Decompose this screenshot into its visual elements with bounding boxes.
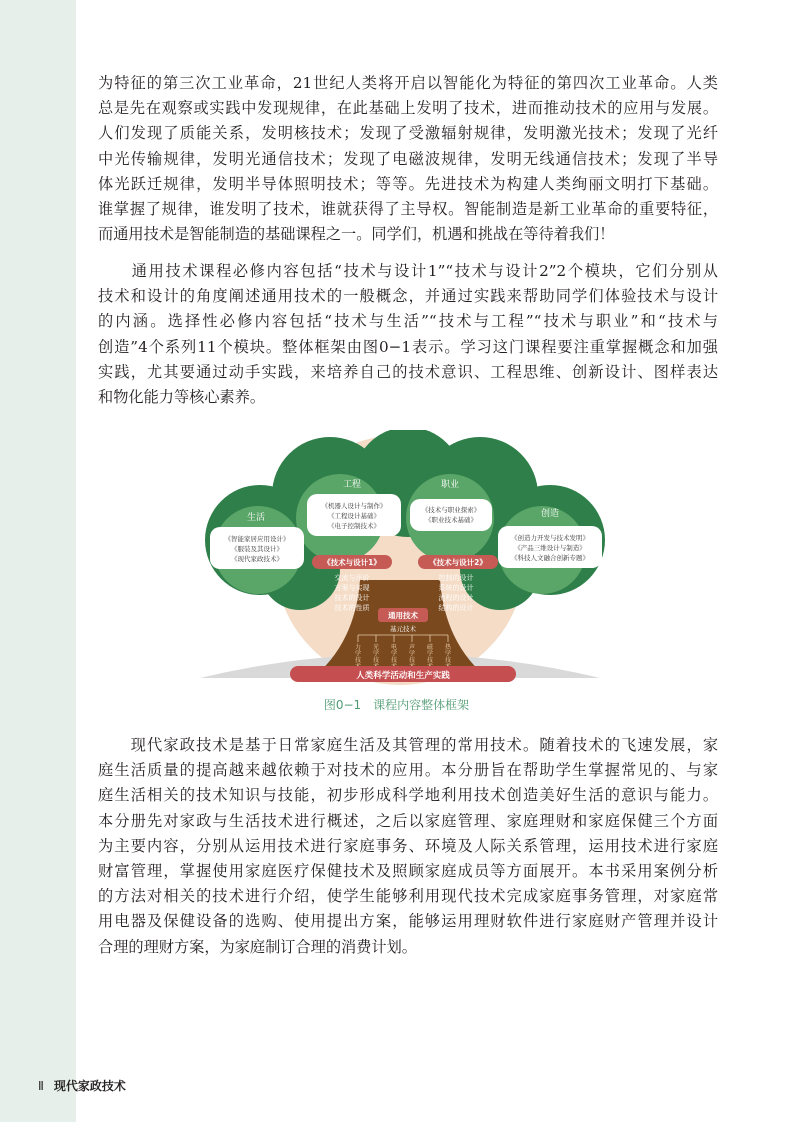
- root-label: 声学技: [408, 644, 416, 664]
- root-label: 热学技: [444, 644, 452, 664]
- topic-2-2: 系统的设计: [438, 584, 474, 592]
- page-number: Ⅱ: [38, 1079, 44, 1093]
- module-creation-1: 《创造力开发与技术发明》: [511, 534, 589, 542]
- topic-1-4: 技术的性质: [334, 604, 370, 612]
- text-line: 创造”4个系列11个模块。整体框架由图0−1表示。学习这门课程要注重掌握概念和加强: [98, 337, 718, 356]
- text-line: 总是先在观察或实践中发现规律，在此基础上发明了技术，进而推动技术的应用与发展。: [98, 99, 718, 118]
- topic-2-1: 控制的设计: [438, 574, 474, 582]
- text-line: 现代家政技术是基于日常家庭生活及其管理的常用技术。随着技术的飞速发展，家: [98, 736, 718, 754]
- text-line: 为特征的第三次工业革命，21世纪人类将开启以智能化为特征的第四次工业革命。人类: [98, 74, 718, 92]
- course-framework-tree-figure: [180, 430, 620, 690]
- text-line: 的内涵。选择性必修内容包括“技术与生活”“技术与工程”“技术与职业”和“技术与: [98, 312, 718, 331]
- text-line: 人们发现了质能关系，发明核技术；发现了受激辐射规律，发明激光技术；发现了光纤: [98, 124, 718, 143]
- foundation-label: 人类科学活动和生产实践: [356, 671, 450, 681]
- module-career-2: 《职业技术基础》: [425, 516, 477, 524]
- module-career-1: 《技术与职业探索》: [421, 506, 481, 514]
- text-line: 而通用技术是智能制造的基础课程之一。同学们，机遇和挑战在等待着我们！: [98, 225, 615, 244]
- module-life-3: 《现代家政技术》: [231, 555, 283, 563]
- text-line: 本分册先对家政与生活技术进行概述，之后以家庭管理、家庭理财和家庭保健三个方面: [98, 811, 718, 830]
- topic-1-1: 交流与评价: [334, 574, 370, 582]
- text-line: 中光传输规律，发明光通信技术；发现了电磁波规律，发明无线通信技术；发现了半导: [98, 149, 718, 168]
- left-margin-band: [0, 0, 76, 1122]
- required-module-1: 《技术与设计1》: [323, 558, 381, 567]
- module-creation-2: 《产品三维设计与制造》: [514, 544, 586, 552]
- root-label: 光学技: [372, 644, 380, 664]
- text-line: 庭生活相关的技术知识与技能，初步形成科学地利用技术创造美好生活的意识与能力。: [98, 786, 718, 805]
- text-line: 的方法对相关的技术进行介绍，使学生能够利用现代技术完成家庭事务管理，对家庭常: [98, 887, 718, 906]
- topic-1-3: 技术的设计: [334, 594, 370, 602]
- figure-caption: 图0−1 课程内容整体框架: [323, 698, 470, 712]
- text-line: 谁掌握了规律，谁发明了技术，谁就获得了主导权。智能制造是新工业革命的重要特征，: [98, 200, 718, 219]
- book-title: 现代家政技术: [53, 1079, 126, 1093]
- text-line: 通用技术课程必修内容包括“技术与设计1”“技术与设计2”2个模块，它们分别从: [98, 262, 718, 280]
- module-engineering-1: 《机器人设计与制作》: [321, 502, 387, 510]
- series-label-creation: 创造: [540, 509, 560, 519]
- text-line: 庭生活质量的提高越来越依赖于对技术的应用。本分册旨在帮助学生掌握常见的、与家: [98, 761, 718, 780]
- root-label: 磁学技: [426, 644, 434, 664]
- text-line: 技术和设计的角度阐述通用技术的一般概念，并通过实践来帮助同学们体验技术与设计: [98, 287, 718, 306]
- series-label-career: 职业: [440, 480, 460, 490]
- module-life-1: 《智能家居应用设计》: [224, 535, 290, 543]
- text-line: 体光跃迁规律，发明半导体照明技术；等等。先进技术为构建人类绚丽文明打下基础。: [98, 174, 718, 193]
- root-label: 电学技: [390, 644, 398, 664]
- series-label-life: 生活: [246, 513, 266, 523]
- topic-2-3: 流程的设计: [438, 594, 474, 602]
- paragraph-industrial-revolution: [98, 71, 718, 247]
- root-label: 力学技: [354, 644, 362, 664]
- text-line: 为主要内容，分别从运用技术进行家庭事务、环境及人际关系管理，运用技术进行家庭: [98, 836, 718, 855]
- module-box-career: [410, 499, 492, 531]
- topic-1-2: 方案与实现: [334, 584, 370, 592]
- paragraph-book-introduction: [98, 733, 718, 960]
- basic-tech-label: 基元技术: [390, 625, 416, 633]
- page-footer: [38, 1077, 126, 1094]
- text-line: 实践，尤其要通过动手实践，来培养自己的技术意识、工程思维、创新设计、图样表达: [98, 362, 718, 381]
- required-module-2: 《技术与设计2》: [429, 558, 487, 567]
- module-life-2: 《服装及其设计》: [231, 545, 283, 553]
- text-line: 用电器及保健设备的选购、使用提出方案，能够运用理财软件进行家庭财产管理并设计: [98, 912, 718, 931]
- module-creation-3: 《科技人文融合创新专题》: [511, 554, 589, 562]
- text-line: 和物化能力等核心素养。: [98, 388, 266, 407]
- series-label-engineering: 工程: [342, 480, 362, 490]
- text-line: 合理的理财方案，为家庭制订合理的消费计划。: [98, 937, 417, 956]
- module-engineering-3: 《电子控制技术》: [328, 522, 380, 530]
- general-tech-label: 通用技术: [388, 611, 418, 620]
- paragraph-course-structure: [98, 259, 718, 410]
- text-line: 财富管理，掌握使用家庭医疗保健技术及照顾家庭成员等方面展开。本书采用案例分析: [98, 862, 718, 881]
- module-engineering-2: 《工程设计基础》: [328, 512, 380, 520]
- topic-2-4: 结构的设计: [438, 604, 474, 612]
